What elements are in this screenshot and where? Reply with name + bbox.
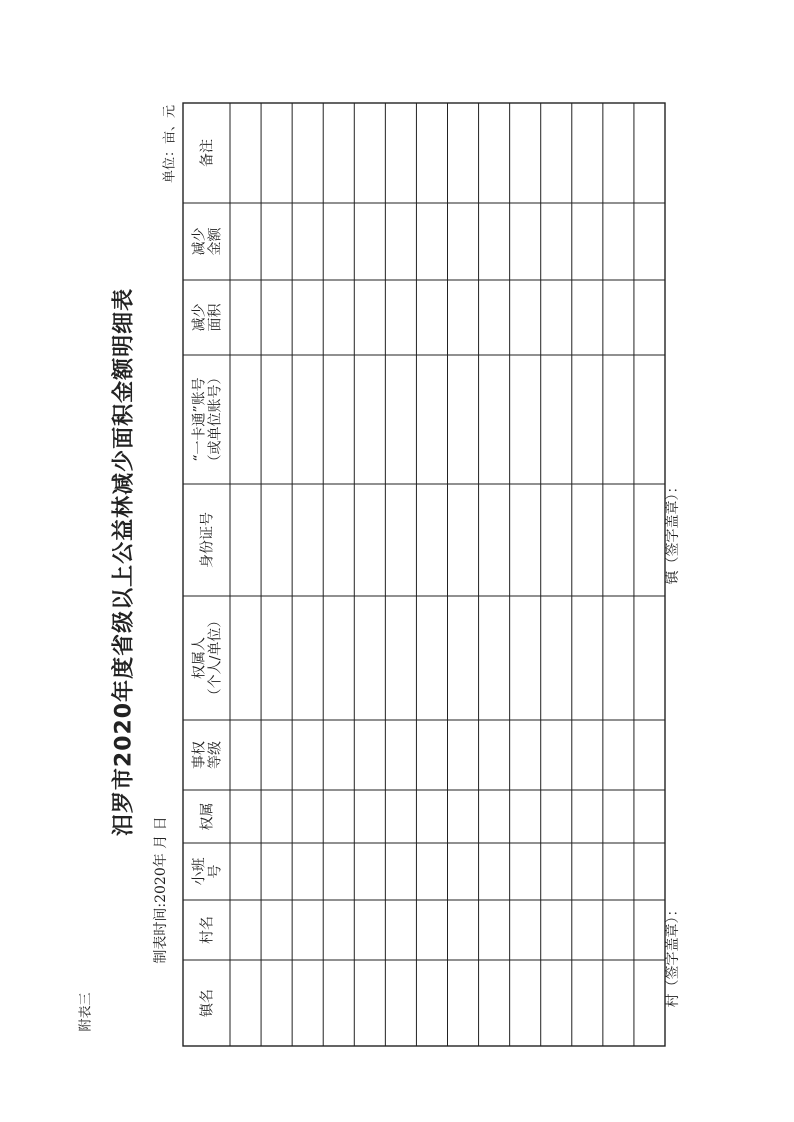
date-line: 制表时间:2020年 月 日 [153, 816, 169, 964]
table-border [183, 103, 665, 1046]
col-subcompartment-header: 小班号 [191, 857, 224, 886]
appendix-label: 附表三 [78, 992, 94, 1032]
page-title: 汨罗市2020年度省级以上公益林减少面积金额明细表 [111, 287, 137, 837]
col-owner-header: 权属人（个人/单位） [191, 613, 224, 703]
col-account-header: “一卡通”账号（或单位账号） [191, 370, 224, 469]
col-village-header: 村名 [199, 916, 216, 944]
col-reduced-amount-header: 减少金额 [191, 227, 224, 256]
col-ownership-header: 权属 [199, 802, 216, 831]
unit-label: 单位：亩、元 [162, 104, 178, 184]
col-remarks-header: 备注 [199, 139, 216, 167]
col-town-header: 镇名 [199, 989, 216, 1017]
col-reduced-area-header: 减少面积 [191, 303, 224, 332]
col-id-number-header: 身份证号 [199, 512, 216, 568]
town-signature-line: 镇（签字盖章）： [665, 479, 681, 585]
col-right-level-header: 事权等级 [191, 741, 224, 769]
village-signature-line: 村（签字盖章）： [665, 902, 681, 1008]
